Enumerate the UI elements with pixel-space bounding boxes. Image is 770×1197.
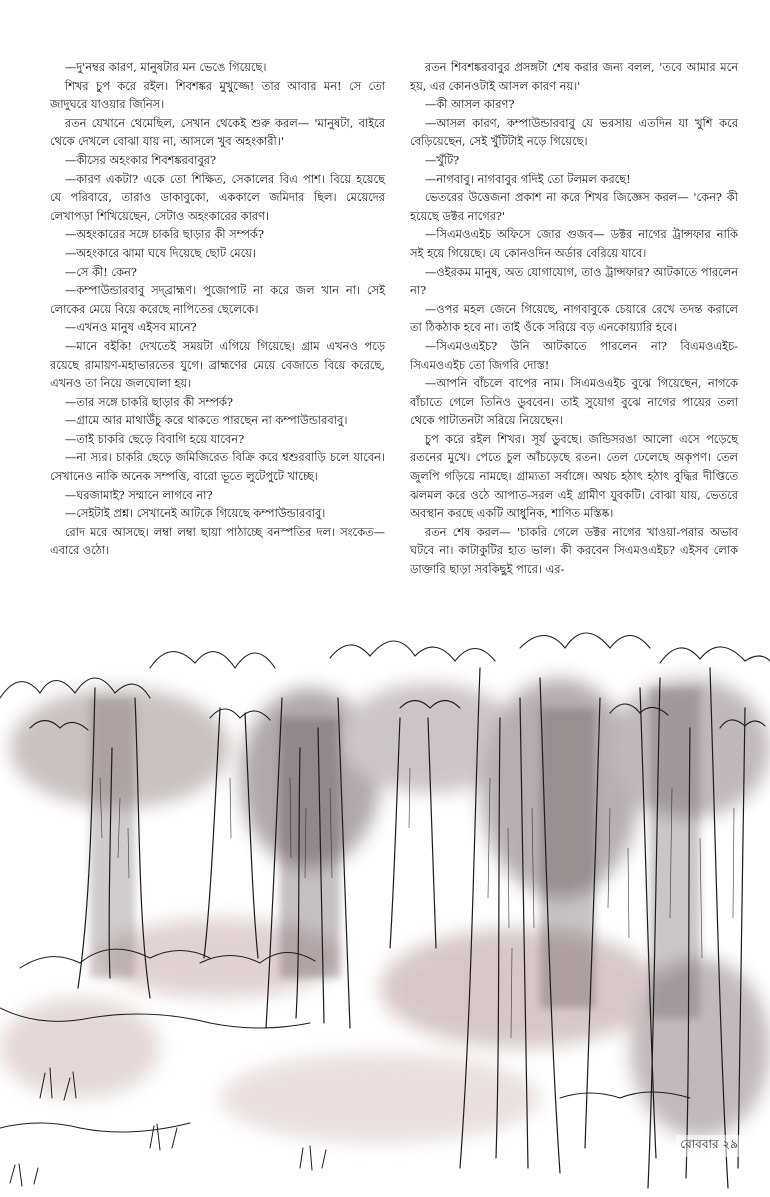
right-column-paragraph: —খুঁটি?	[424, 152, 460, 167]
left-column-paragraph: রোদ মরে আসছে। লম্বা লম্বা ছায়া পাঠাচ্ছে বনস্পতির দল। সংকেত— এবারে ওঠো।	[50, 524, 385, 558]
page-folio: রোববার ২৯	[676, 1135, 742, 1157]
left-column-paragraph: —কম্পাউন্ডারবাবু সদ্‌ব্রাহ্মণ। পুজোপাট না করে জল খান না। সেই লোকের মেয়ে বিয়ে করেছে নাপিতের ছেলেকে।	[50, 283, 385, 316]
left-text-column	[50, 58, 385, 560]
left-column-paragraph: —ঘরজামাই? সম্মানে লাগবে না?	[64, 487, 213, 502]
right-column-paragraph: —ওপর মহল জেনে গিয়েছে, নাগবাবুকে চেয়ারে রেখে তদন্ত করালে তা ঠিকঠাক হবে না। তাই ওঁকে সরিয়ে বড় এনকোয়্যারি হবে।	[410, 301, 738, 335]
left-column-paragraph: —কীসের অহংকার শিবশঙ্করবাবুর?	[64, 152, 217, 167]
right-text-column	[410, 58, 738, 579]
right-column-paragraph: —নাগবাবু। নাগবাবুর গদিই তো টলমল করছে!	[424, 171, 631, 186]
right-column-paragraph: রতন শেষ করল— 'চাকরি গেলে ডক্টর নাগের খাওয়া-পরার অভাব ঘটবে না। কাটাকুটির হাত ভাল। কী করবেন সিএমওএইচ? এইসব লোক ডাক্তারি ছাড়া সবকিছুই পারে। এর-	[410, 524, 738, 577]
right-column-paragraph: চুপ করে রইল শিখর। সূর্য ডুবছে। জন্ডিসরঙা আলো এসে পড়েছে রতনের মুখে। পেতে চুল আঁচড়েছে রতন। তেল ঢেলেছে অকৃপণ। তেল জুলপি গড়িয়ে নামছে। গ্রাম্যতা সর্বাঙ্গে। অথচ হঠাৎ হঠাৎ বুদ্ধির দীপ্তিতে ঝলমল করে ওঠে আপাত-সরল এই গ্রামীণ যুবকটি। বোঝা যায়, ভেতরে অবস্থান করছে একটি আধুনিক, শাণিত মস্তিষ্ক।	[410, 431, 738, 521]
right-column-paragraph: —কী আসল কারণ?	[424, 97, 515, 112]
right-column-paragraph: ভেতরের উত্তেজনা প্রকাশ না করে শিখর জিজ্ঞেস করল— 'কেন? কী হয়েছে ডক্টর নাগের?'	[410, 190, 738, 223]
left-column-paragraph: —কারণ একটা? একে তো শিক্ষিত, সেকালের বিএ পাশ। বিয়ে হয়েছে যে পরিবারে, তারাও ডাকাবুকো, এককালে জমিদার ছিল। মেয়েদের লেখাপড়া শিখিয়েছেন, সেটাও অহংকারের কারণ।	[50, 171, 385, 223]
left-column-paragraph: —অহংকারের সঙ্গে চাকরি ছাড়ার কী সম্পর্ক?	[64, 227, 264, 242]
right-column-paragraph: —আপনি বাঁচলে বাপের নাম। সিএমওএইচ বুঝে গিয়েছেন, নাগকে বাঁচাতে গেলে তিনিও ডুববেন। তাই সুযোগ বুঝে নাগের পায়ের তলা থেকে পাটাতনটা সরিয়ে নিয়েছেন।	[410, 376, 738, 428]
left-column-paragraph: —সেইটাই প্রশ্ন। সেখানেই আটকে গিয়েছে কম্পাউন্ডারবাবু।	[64, 506, 326, 521]
left-column-paragraph: —গ্রামে আর মাথাউঁচু করে থাকতে পারছেন না কম্পাউন্ডারবাবু।	[64, 413, 348, 428]
right-column-paragraph: —ওইরকম মানুষ, অত যোগাযোগ, তাও ট্রান্সফার? আটকাতে পারলেন না?	[410, 264, 738, 298]
left-column-paragraph: —অহংকারে ঝামা ঘষে দিয়েছে ছোট মেয়ে।	[64, 245, 256, 260]
left-column-paragraph: শিখর চুপ করে রইল। শিবশঙ্কর মুখুজ্জে! তার আবার মন! সে তো জাদুঘরে যাওয়ার জিনিস।	[50, 78, 385, 112]
left-column-paragraph: —এখনও মানুষ এইসব মানে?	[64, 320, 197, 335]
left-column-paragraph: —সে কী! কেন?	[64, 264, 137, 279]
left-column-paragraph: রতন যেখানে থেমেছিল, সেখান থেকেই শুরু করল— 'মানুষটা, বাইরে থেকে দেখলে বোঝা যায় না, আসলে খুব অহংকারী।'	[50, 115, 385, 149]
right-column-paragraph: —সিএমওএইচ অফিসে জোর গুজব— ডক্টর নাগের ট্রান্সফার নাকি সই হয়ে গিয়েছে। যে কোনওদিন অর্ডার বেরিয়ে যাবে।	[410, 227, 738, 260]
left-column-paragraph: —তার সঙ্গে চাকরি ছাড়ার কী সম্পর্ক?	[64, 394, 233, 409]
left-column-paragraph: —তাই চাকরি ছেড়ে বিবাগি হয়ে যাবেন?	[64, 431, 245, 446]
right-column-paragraph: রতন শিবশঙ্করবাবুর প্রসঙ্গটা শেষ করার জন্য বলল, 'তবে আমার মনে হয়, এর কোনওটাই আসল কারণ নয়।'	[410, 60, 738, 93]
right-column-paragraph: —সিএমওএইচ? উনি আটকাতে পারলেন না? বিএমওএইচ-সিএমওএইচ তো জিগরি দোস্ত!	[410, 338, 738, 372]
left-column-paragraph: —দু'নম্বর কারণ, মানুষটার মন ভেঙে গিয়েছে।	[64, 60, 267, 74]
left-column-paragraph: —মানে বইকি! দেখতেই সময়টা এগিয়ে গিয়েছে। গ্রাম এখনও পড়ে রয়েছে রামায়ণ-মহাভারতের যুগে। ব্রাহ্মণের মেয়ে বেজাতে বিয়ে করেছে, এখনও তা নিয়ে জলঘোলা হয়।	[50, 338, 385, 391]
left-column-paragraph: —না স্যর। চাকরি ছেড়ে জমিজিরেত বিক্রি করে শ্বশুরবাড়ি চলে যাবেন। সেখানেও নাকি অনেক সম্পত্তি, বারো ভূতে লুটেপুটে খাচ্ছে।	[50, 450, 385, 484]
right-column-paragraph: —আসল কারণ, কম্পাউন্ডারবাবু যে ভরসায় এতদিন যা খুশি করে বেড়িয়েছেন, সেই খুঁটিটাই নড়ে গিয়েছে।	[410, 115, 738, 149]
forest-illustration	[0, 628, 770, 1197]
